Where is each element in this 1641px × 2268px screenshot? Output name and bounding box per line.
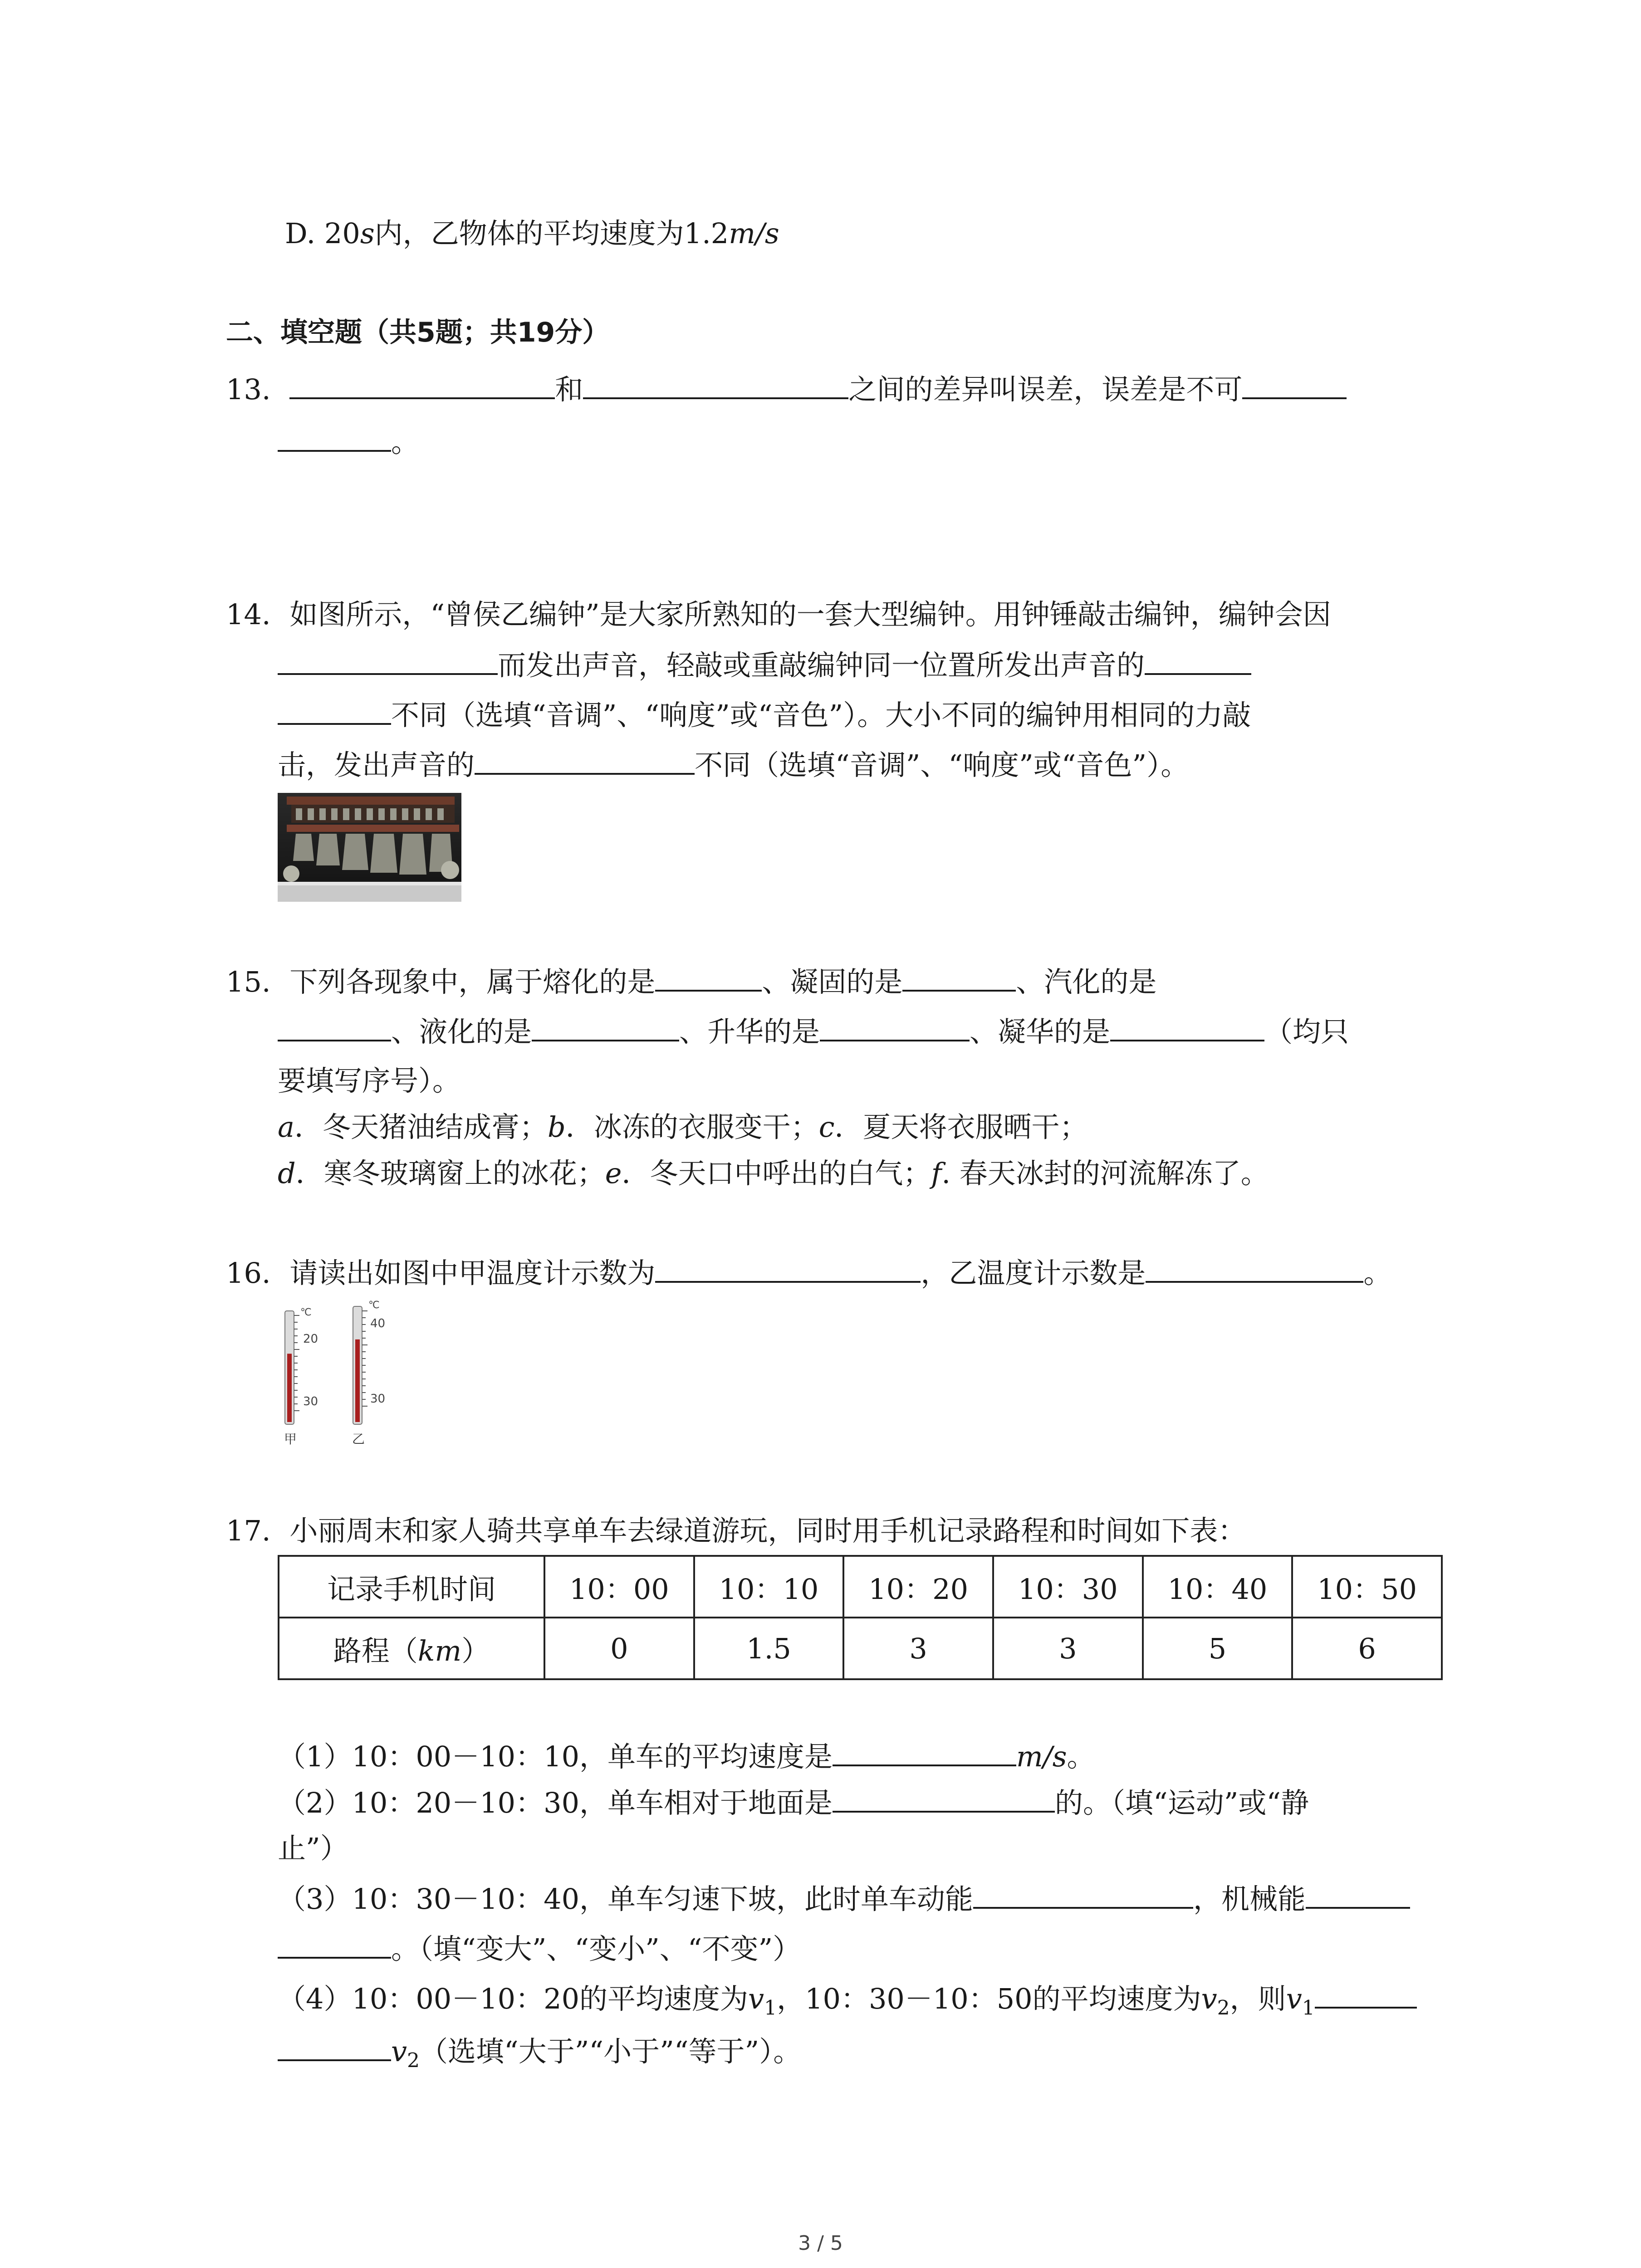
q13-blank-3a[interactable] xyxy=(1242,368,1347,399)
q14-line2: 而发出声音，轻敲或重敲编钟同一位置所发出声音的 xyxy=(278,644,1251,686)
q12-option-d: D. 20s内，乙物体的平均速度为1.2m/s xyxy=(285,217,779,250)
q17-part1: （1）10：00－10：10，单车的平均速度是 m/s。 xyxy=(278,1735,1095,1777)
thermo-yi-top-tick: 40 xyxy=(370,1317,386,1330)
table-row xyxy=(279,1556,1442,1618)
q17-part4: （4）10：00－10：20的平均速度为$v_1$，10：30－10：50的平均速度为$v_2$，则$v_1$ xyxy=(278,1978,1417,2028)
q14-line4: 击，发出声音的 不同（选填“音调”、“响度”或“音色”）。 xyxy=(278,744,1189,786)
thermometer-yi-liquid xyxy=(355,1339,360,1422)
q15-blank-liquefy[interactable] xyxy=(532,1011,679,1041)
section-heading: 二、填空题（共5题；共19分） xyxy=(226,317,610,348)
q13-line2: 。 xyxy=(278,421,419,463)
thermometer-jia-liquid xyxy=(287,1354,292,1422)
q13-blank-1[interactable] xyxy=(289,368,555,399)
q14-blank-1[interactable] xyxy=(278,644,498,675)
q16-blank-yi[interactable] xyxy=(1146,1252,1363,1283)
q15-blank-solidify[interactable] xyxy=(902,961,1016,992)
q17-part3-cont: 。（填“变大”、“变小”、“不变”） xyxy=(278,1928,801,1970)
table-cell: 6 xyxy=(1292,1618,1442,1679)
q14-line3: 不同（选填“音调”、“响度”或“音色”）。大小不同的编钟用相同的力敲 xyxy=(278,694,1251,736)
q13-line1: 13. 和 之间的差异叫误差，误差是不可 xyxy=(226,368,1347,410)
q15-blank-vaporize[interactable] xyxy=(278,1011,391,1041)
thermometers-figure xyxy=(271,1297,412,1456)
q15-blank-sublimate[interactable] xyxy=(820,1011,970,1041)
table-cell: 10：50 xyxy=(1292,1556,1442,1618)
thermo-jia-label: 甲 xyxy=(284,1432,297,1447)
thermometer-jia xyxy=(284,1307,318,1447)
q17-part4-cont: $v_2$（选填“大于”“小于”“等于”）。 xyxy=(278,2030,801,2081)
q17-blank-5a[interactable] xyxy=(1315,1978,1417,2009)
table-cell: 3 xyxy=(843,1618,993,1679)
q17-intro: 17. 小丽周末和家人骑共享单车去绿道游玩，同时用手机记录路程和时间如下表： xyxy=(226,1514,1246,1547)
q17-part3: （3）10：30－10：40，单车匀速下坡，此时单车动能 ，机械能 xyxy=(278,1878,1410,1920)
bells-photo-icon xyxy=(278,793,461,902)
q17-blank-4a[interactable] xyxy=(1306,1878,1410,1909)
q15-options-2: d．寒冬玻璃窗上的冰花；e．冬天口中呼出的白气；f. 春天冰封的河流解冻了。 xyxy=(278,1157,1269,1190)
thermo-jia-bottom-tick: 30 xyxy=(303,1395,318,1408)
thermo-jia-unit: ℃ xyxy=(300,1307,312,1318)
q17-record-table xyxy=(278,1555,1443,1680)
q17-part2-cont: 止”） xyxy=(278,1832,348,1865)
thermo-yi-unit: ℃ xyxy=(368,1300,380,1311)
q17-blank-4b[interactable] xyxy=(278,1928,391,1959)
table-header-time: 记录手机时间 xyxy=(279,1556,544,1618)
q15-line1: 15. 下列各现象中，属于熔化的是 、凝固的是 、汽化的是 xyxy=(226,961,1156,1002)
table-cell: 3 xyxy=(993,1618,1143,1679)
q17-blank-1[interactable] xyxy=(833,1735,1016,1766)
q14-blank-3[interactable] xyxy=(475,744,695,775)
q16-line1: 16. 请读出如图中甲温度计示数为 ，乙温度计示数是 。 xyxy=(226,1252,1391,1294)
q14-blank-2b[interactable] xyxy=(278,694,391,725)
page-number: 3 / 5 xyxy=(798,2232,843,2255)
q17-blank-3[interactable] xyxy=(973,1878,1193,1909)
table-cell: 10：40 xyxy=(1143,1556,1293,1618)
q15-blank-deposit[interactable] xyxy=(1110,1011,1264,1041)
table-cell: 1.5 xyxy=(694,1618,844,1679)
table-cell: 5 xyxy=(1143,1618,1293,1679)
table-cell: 10：00 xyxy=(544,1556,694,1618)
thermo-yi-bottom-tick: 30 xyxy=(370,1392,386,1406)
table-cell: 10：30 xyxy=(993,1556,1143,1618)
q17-blank-2[interactable] xyxy=(833,1782,1055,1813)
q15-options-1: a．冬天猪油结成膏；b．冰冻的衣服变干；c．夏天将衣服晒干； xyxy=(278,1110,1088,1144)
q17-blank-5b[interactable] xyxy=(278,2030,391,2061)
thermometer-yi xyxy=(352,1300,385,1447)
q14-line1: 14. 如图所示，“曾侯乙编钟”是大家所熟知的一套大型编钟。用钟锤敲击编钟，编钟会因 xyxy=(226,598,1331,631)
thermo-yi-label: 乙 xyxy=(352,1432,365,1447)
table-cell: 10：10 xyxy=(694,1556,844,1618)
table-header-distance: 路程（km） xyxy=(279,1618,544,1679)
table-cell: 10：20 xyxy=(843,1556,993,1618)
q15-line2: 、液化的是 、升华的是 、凝华的是 （均只 xyxy=(278,1011,1349,1052)
q14-blank-2a[interactable] xyxy=(1145,644,1251,675)
table-cell: 0 xyxy=(544,1618,694,1679)
q17-part2: （2）10：20－10：30，单车相对于地面是 的。（填“运动”或“静 xyxy=(278,1782,1309,1823)
q13-blank-2[interactable] xyxy=(583,368,848,399)
q15-line3: 要填写序号）。 xyxy=(278,1064,461,1097)
q15-blank-melt[interactable] xyxy=(655,961,762,992)
thermo-jia-top-tick: 20 xyxy=(303,1332,318,1346)
table-row xyxy=(279,1618,1442,1679)
q16-blank-jia[interactable] xyxy=(655,1252,921,1283)
q13-blank-3b[interactable] xyxy=(278,421,391,452)
